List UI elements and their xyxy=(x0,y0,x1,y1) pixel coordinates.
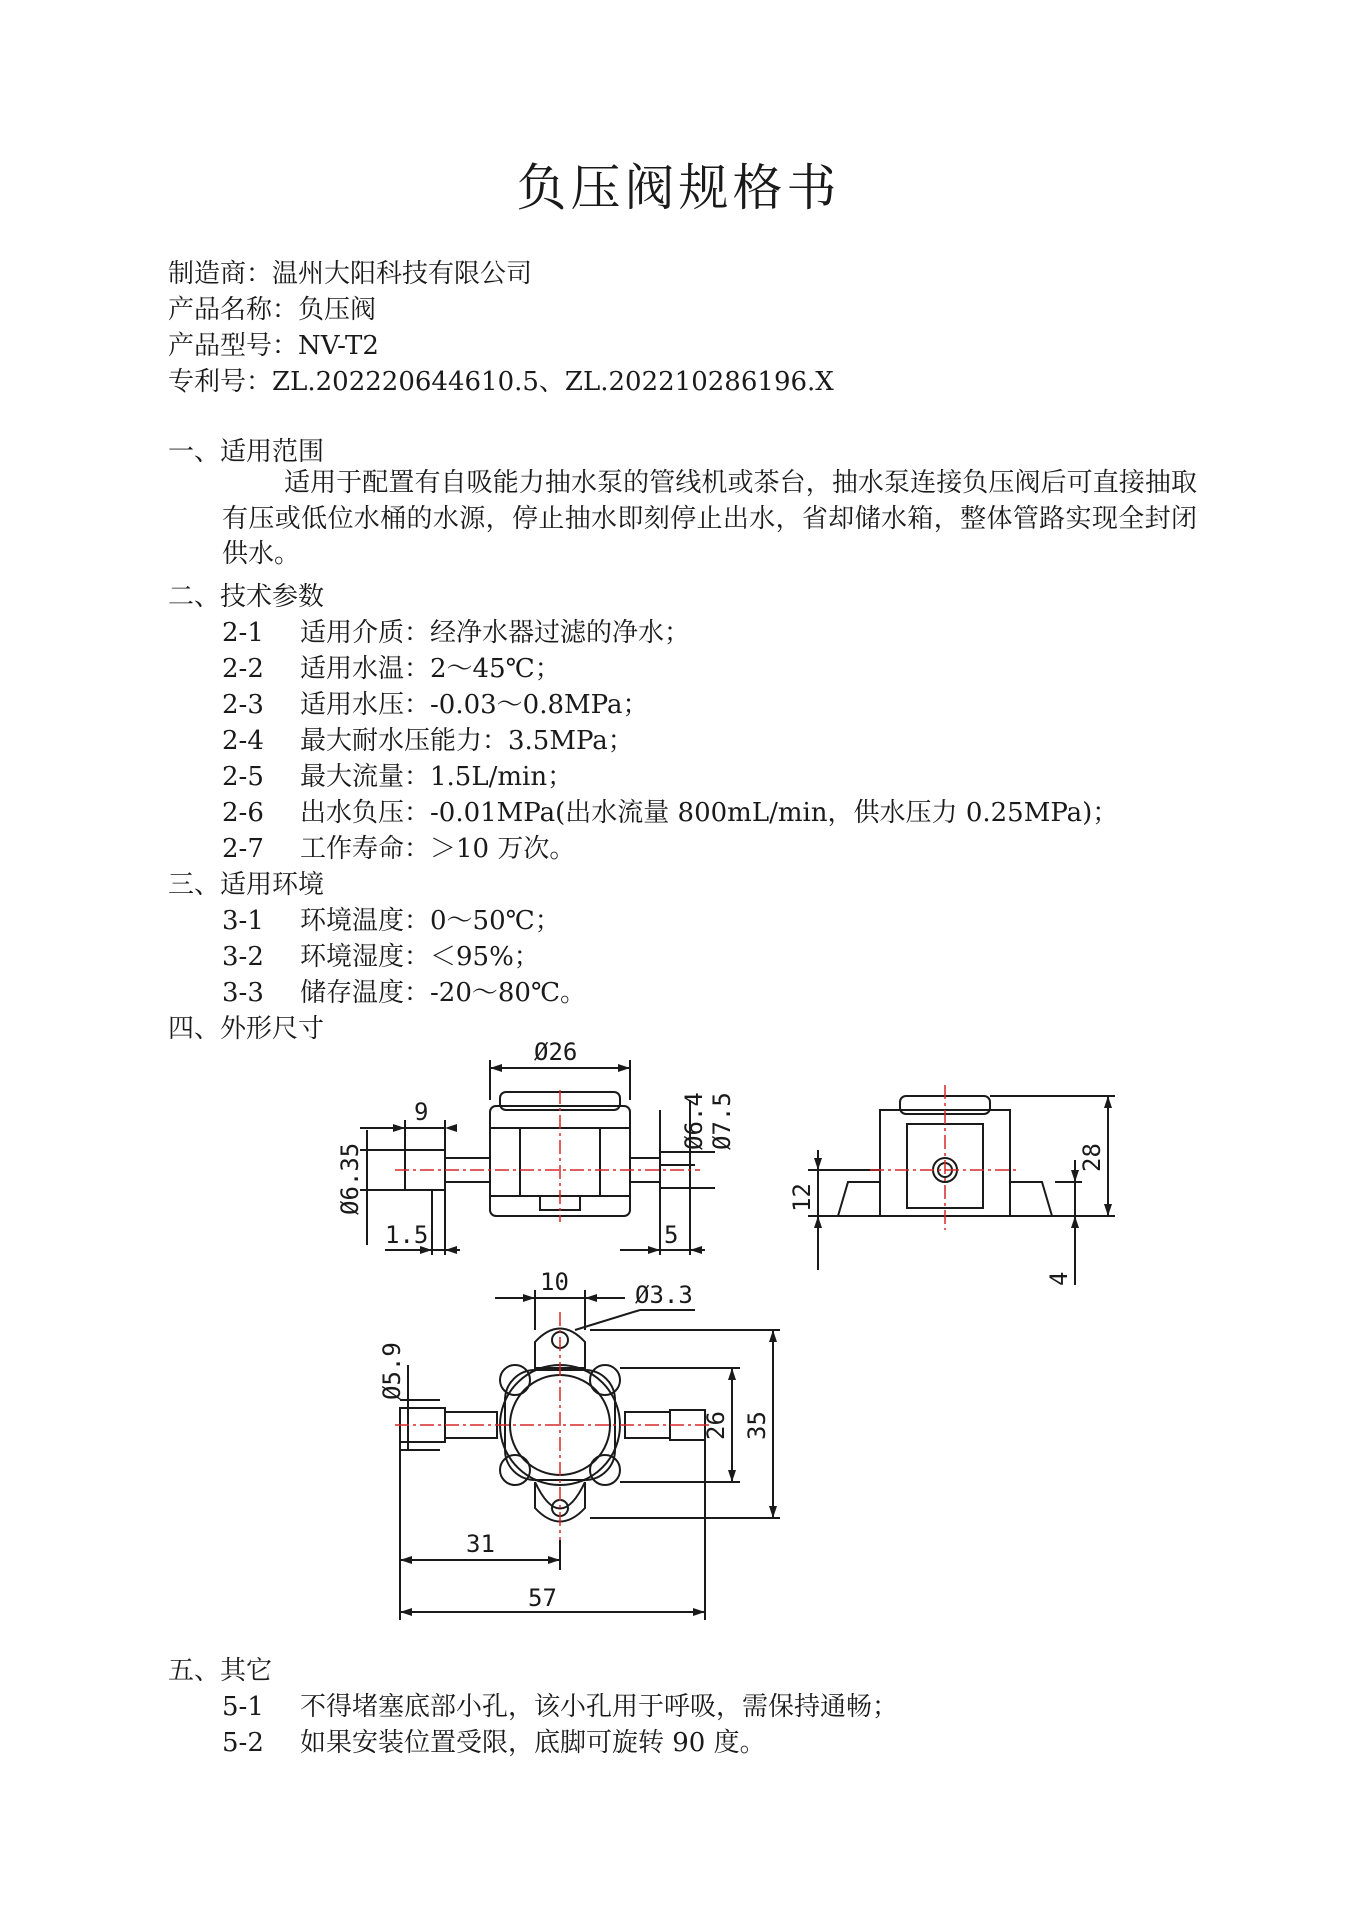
section-heading-dimensions: 四、外形尺寸 xyxy=(168,1014,325,1044)
dim-d35: 35 xyxy=(743,1411,771,1440)
dim-d9: 9 xyxy=(414,1098,429,1126)
tech-item: 2-4 最大耐水压能力：3.5MPa； xyxy=(222,726,634,756)
tech-item: 2-5 最大流量：1.5L/min； xyxy=(222,762,574,792)
side-view xyxy=(808,1096,1115,1285)
patent-number: 专利号：ZL.202220644610.5、ZL.202210286196.X xyxy=(168,367,834,397)
dim-d59: Ø5.9 xyxy=(378,1342,406,1400)
tech-item: 2-1 适用介质：经净水器过滤的净水； xyxy=(222,618,691,648)
product-name: 产品名称：负压阀 xyxy=(168,295,377,325)
dim-d28: 28 xyxy=(1078,1143,1106,1172)
other-item: 5-1 不得堵塞底部小孔，该小孔用于呼吸，需保持通畅； xyxy=(222,1692,899,1722)
section-heading-scope: 一、适用范围 xyxy=(168,437,325,467)
dim-d15: 1.5 xyxy=(385,1221,429,1249)
dim-d31: 31 xyxy=(466,1530,495,1558)
dim-d33: Ø3.3 xyxy=(635,1281,693,1309)
section-heading-env: 三、适用环境 xyxy=(168,870,325,900)
page-title: 负压阀规格书 xyxy=(516,159,841,217)
env-item: 3-3 储存温度：-20～80℃。 xyxy=(222,978,587,1008)
product-model: 产品型号：NV-T2 xyxy=(168,331,379,361)
dim-d26-top: 26 xyxy=(702,1411,730,1440)
dim-d5: 5 xyxy=(664,1221,679,1249)
manufacturer: 制造商：温州大阳科技有限公司 xyxy=(168,259,533,289)
dim-d26-front: Ø26 xyxy=(534,1038,578,1066)
dim-d64: Ø6.4 xyxy=(680,1092,708,1150)
dim-d57: 57 xyxy=(528,1584,557,1612)
dim-d635: Ø6.35 xyxy=(336,1142,364,1215)
env-item: 3-2 环境湿度：＜95%； xyxy=(222,942,540,972)
dim-d75: Ø7.5 xyxy=(708,1092,736,1150)
tech-item: 2-2 适用水温：2～45℃； xyxy=(222,654,561,684)
section-heading-tech: 二、技术参数 xyxy=(168,582,325,612)
env-item: 3-1 环境温度：0～50℃； xyxy=(222,906,561,936)
other-item: 5-2 如果安装位置受限，底脚可旋转 90 度。 xyxy=(222,1728,766,1758)
tech-item: 2-7 工作寿命：＞10 万次。 xyxy=(222,834,576,864)
tech-item: 2-6 出水负压：-0.01MPa(出水流量 800mL/min，供水压力 0.25MPa)； xyxy=(222,798,1119,828)
section-heading-other: 五、其它 xyxy=(168,1656,273,1686)
tech-item: 2-3 适用水压：-0.03～0.8MPa； xyxy=(222,690,649,720)
scope-paragraph: 适用于配置有自吸能力抽水泵的管线机或茶台，抽水泵连接负压阀后可直接抽取有压或低位水桶的水源，停止抽水即刻停止出水，省却储水箱，整体管路实现全封闭供水。 xyxy=(222,468,1197,569)
top-view xyxy=(400,1290,780,1620)
dim-d12: 12 xyxy=(788,1183,816,1212)
dimension-arrows xyxy=(393,1064,1112,1616)
dim-d10: 10 xyxy=(540,1268,569,1296)
dim-d4: 4 xyxy=(1045,1271,1073,1286)
